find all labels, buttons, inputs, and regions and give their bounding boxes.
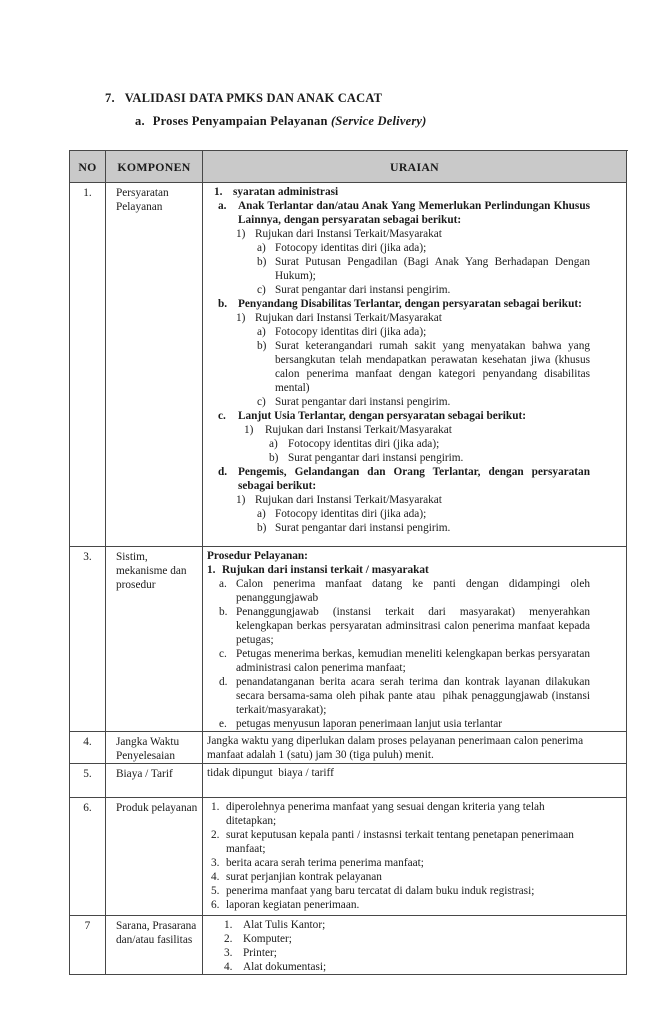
item-marker: 3.: [211, 857, 220, 869]
uraian-item: [207, 734, 590, 762]
item-marker: b.: [219, 606, 228, 618]
table-row: [70, 183, 628, 547]
komponen-cell: Jangka Waktu Penyelesaian: [106, 732, 203, 764]
uraian-item: [211, 800, 590, 828]
item-marker: 3.: [224, 947, 233, 959]
uraian-cell: [203, 183, 627, 547]
item-text: Rujukan dari Instansi Terkait/Masyarakat: [265, 424, 452, 436]
item-marker: 1): [236, 312, 246, 324]
item-text: Surat pengantar dari instansi pengirim.: [275, 396, 451, 408]
table-header-row: [70, 151, 628, 183]
uraian-item: [257, 255, 593, 283]
komponen-cell: Biaya / Tarif: [106, 764, 203, 798]
table-row: [70, 916, 628, 975]
uraian-cell: [203, 916, 627, 975]
uraian-item: [211, 828, 590, 856]
item-text: Rujukan dari Instansi Terkait/Masyarakat: [255, 494, 442, 506]
uraian-item: [219, 577, 593, 605]
item-marker: e.: [219, 718, 227, 730]
item-marker: a.: [219, 578, 227, 590]
uraian-item: [236, 311, 590, 325]
no-cell: 3.: [70, 547, 106, 732]
uraian-item: [236, 227, 590, 241]
item-text: surat perjanjian kontrak pelayanan: [226, 871, 382, 883]
item-marker: c.: [219, 648, 227, 660]
item-text: Surat pengantar dari instansi pengirim.: [275, 284, 451, 296]
uraian-item: [207, 766, 590, 780]
item-marker: 2.: [224, 933, 233, 945]
item-marker: 2.: [211, 829, 220, 841]
item-text: Fotocopy identitas diri (jika ada);: [288, 438, 440, 450]
header-cell-uraian: URAIAN: [203, 151, 627, 183]
item-text: Petugas menerima berkas, kemudian meneliti kelengkapan berkas persyaratan administrasi calon penerima manfaat;: [236, 648, 593, 674]
item-text: Rujukan dari Instansi Terkait/Masyarakat: [255, 228, 442, 240]
item-marker: 1): [244, 424, 254, 436]
table-row: [70, 798, 628, 916]
item-text: Anak Terlantar dan/atau Anak Yang Memerlukan Perlindungan Khusus Lainnya, dengan persyaratan sebagai berikut:: [238, 200, 593, 226]
item-text: Fotocopy identitas diri (jika ada);: [275, 326, 427, 338]
uraian-item: [218, 465, 593, 493]
komponen-cell: Produk pelayanan: [106, 798, 203, 916]
item-marker: c): [257, 396, 266, 408]
uraian-item: [214, 185, 590, 199]
item-text: Jangka waktu yang diperlukan dalam proses pelayanan penerimaan calon penerima manfaat adalah 1 (satu) jam 30 (tiga puluh) menit.: [207, 735, 586, 761]
uraian-cell: [203, 798, 627, 916]
no-cell: 4.: [70, 732, 106, 764]
item-text: penandatanganan berita acara serah terima dan kontrak layanan dilakukan secara bersama-sama oleh pihak pante atau pihak penaggungjawab (instansi terkait/masyarakat);: [236, 676, 593, 716]
item-text: Alat dokumentasi;: [243, 961, 327, 973]
page-subtitle-text: Proses Penyampaian Pelayanan: [152, 114, 328, 128]
table-row: [70, 764, 628, 798]
item-text: Penanggungjawab (instansi terkait dari masyarakat) menyerahkan kelengkapan berkas persyaratan adminsitrasi calon penerima manfaat kepada petugas;: [236, 606, 593, 646]
item-marker: 4.: [211, 871, 220, 883]
item-text: Surat keterangandari rumah sakit yang menyatakan bahwa yang bersangkutan telah mendapatkan perawatan kesehatan jiwa (khusus calon penerima manfaat dengan kategori penyandang disabilitas mental): [275, 340, 593, 394]
item-marker: 4.: [224, 961, 233, 973]
uraian-item: [218, 409, 590, 423]
uraian-item: [207, 549, 590, 563]
uraian-item: [257, 507, 590, 521]
uraian-item: [224, 946, 590, 960]
item-marker: b): [257, 256, 267, 268]
uraian-item: [224, 960, 590, 974]
uraian-item: [257, 395, 590, 409]
uraian-item: [269, 437, 590, 451]
item-marker: 1): [236, 228, 246, 240]
item-text: syaratan administrasi: [233, 186, 339, 198]
item-text: Surat Putusan Pengadilan (Bagi Anak Yang Berhadapan Dengan Hukum);: [275, 256, 593, 282]
item-text: diperolehnya penerima manfaat yang sesuai dengan kriteria yang telah ditetapkan;: [226, 801, 548, 827]
item-marker: b): [269, 452, 279, 464]
service-delivery-table: [69, 150, 628, 975]
item-marker: 1.: [211, 801, 220, 813]
item-marker: a): [257, 326, 266, 338]
table-row: [70, 732, 628, 764]
item-text: Surat pengantar dari instansi pengirim.: [288, 452, 464, 464]
uraian-item: [257, 521, 590, 535]
page-subtitle: [135, 114, 427, 129]
item-marker: b): [257, 522, 267, 534]
page-subtitle-italic: (Service Delivery): [330, 114, 427, 128]
item-text: Printer;: [243, 947, 277, 959]
uraian-item: [269, 451, 590, 465]
item-marker: d.: [218, 466, 228, 478]
item-marker: 1): [236, 494, 246, 506]
no-cell: 5.: [70, 764, 106, 798]
item-marker: 1.: [214, 186, 223, 198]
item-text: Fotocopy identitas diri (jika ada);: [275, 242, 427, 254]
item-text: penerima manfaat yang baru tercatat di dalam buku induk registrasi;: [226, 885, 535, 897]
item-marker: 5.: [211, 885, 220, 897]
uraian-item: [219, 647, 593, 675]
uraian-item: [211, 884, 590, 898]
header-cell-komponen: KOMPONEN: [106, 151, 203, 183]
item-text: petugas menyusun laporan penerimaan lanjut usia terlantar: [236, 718, 503, 730]
item-marker: a): [257, 242, 266, 254]
item-marker: b): [257, 340, 267, 352]
uraian-item: [236, 493, 590, 507]
item-marker: b.: [218, 298, 228, 310]
uraian-cell: [203, 732, 627, 764]
header-cell-no: NO: [70, 151, 106, 183]
item-text: berita acara serah terima penerima manfaat;: [226, 857, 424, 869]
item-text: Alat Tulis Kantor;: [243, 919, 326, 931]
item-text: Rujukan dari instansi terkait / masyarakat: [222, 564, 429, 576]
komponen-cell: Sarana, Prasarana dan/atau fasilitas: [106, 916, 203, 975]
uraian-item: [224, 918, 590, 932]
item-text: Lanjut Usia Terlantar, dengan persyaratan sebagai berikut:: [238, 410, 526, 422]
item-text: Prosedur Pelayanan:: [207, 550, 308, 562]
uraian-cell: [203, 764, 627, 798]
item-text: Komputer;: [243, 933, 292, 945]
item-marker: 1.: [207, 564, 216, 576]
table-body: [70, 183, 628, 975]
item-marker: d.: [219, 676, 228, 688]
item-marker: a.: [218, 200, 227, 212]
page-title-text: VALIDASI DATA PMKS DAN ANAK CACAT: [124, 91, 383, 105]
uraian-item: [244, 423, 590, 437]
uraian-item: [211, 870, 590, 884]
page-title-number: 7.: [105, 91, 115, 105]
page-subtitle-letter: a.: [135, 114, 145, 128]
item-text: surat keputusan kepala panti / instasnsi terkait tentang penetapan penerimaan manfaat;: [226, 829, 577, 855]
no-cell: 6.: [70, 798, 106, 916]
uraian-item: [219, 717, 590, 731]
item-marker: 1.: [224, 919, 233, 931]
uraian-item: [224, 932, 590, 946]
uraian-item: [211, 898, 590, 912]
item-marker: c): [257, 284, 266, 296]
item-marker: a): [269, 438, 278, 450]
uraian-item: [219, 675, 593, 717]
item-marker: c.: [218, 410, 226, 422]
uraian-item: [219, 605, 593, 647]
item-text: Rujukan dari Instansi Terkait/Masyarakat: [255, 312, 442, 324]
item-text: Penyandang Disabilitas Terlantar, dengan persyaratan sebagai berikut:: [238, 298, 582, 310]
page-title: [105, 91, 382, 106]
item-text: Calon penerima manfaat datang ke panti dengan didampingi oleh penanggungjawab: [236, 578, 593, 604]
item-marker: 6.: [211, 899, 220, 911]
uraian-item: [218, 199, 593, 227]
table-row: [70, 547, 628, 732]
item-text: Surat pengantar dari instansi pengirim.: [275, 522, 451, 534]
uraian-item: [257, 241, 590, 255]
uraian-item: [257, 339, 593, 395]
item-text: tidak dipungut biaya / tariff: [207, 767, 334, 779]
item-marker: a): [257, 508, 266, 520]
no-cell: 7: [70, 916, 106, 975]
uraian-item: [207, 563, 590, 577]
uraian-item: [257, 325, 590, 339]
uraian-item: [257, 283, 590, 297]
uraian-item: [218, 297, 590, 311]
uraian-cell: [203, 547, 627, 732]
item-text: laporan kegiatan penerimaan.: [226, 899, 360, 911]
komponen-cell: Sistim, mekanisme dan prosedur: [106, 547, 203, 732]
item-text: Pengemis, Gelandangan dan Orang Terlantar, dengan persyaratan sebagai berikut:: [238, 466, 593, 492]
item-text: Fotocopy identitas diri (jika ada);: [275, 508, 427, 520]
uraian-item: [211, 856, 590, 870]
no-cell: 1.: [70, 183, 106, 547]
komponen-cell: Persyaratan Pelayanan: [106, 183, 203, 547]
